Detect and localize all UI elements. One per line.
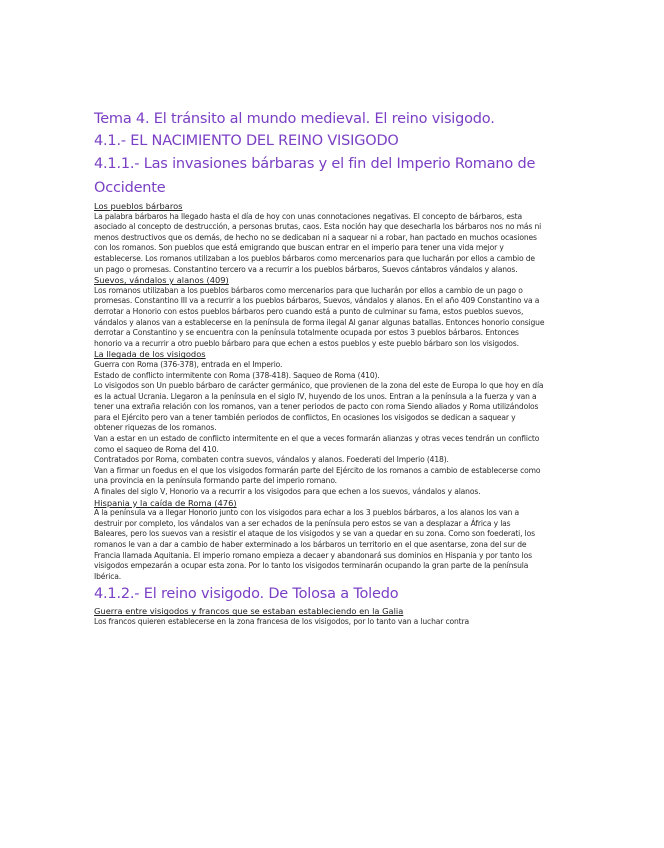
hispania-paragraph: A la península va a llegar Honorio junto con los visigodos para echar a los 3 pueblos bárbaros, a los alanos los van a destruir por completo, los vándalos van a ser echados de la península pero estos se van a desplazar a África y las Baleares, pero los suevos van a resistir el ataque de los visigodos y se van a quedar en su zona. Como son foederati, los romanos le van a dar a cambio de haber exterminado a los bárbaros un territorio en el que asentarse, zona del sur de Francia llamada Aquitania. El imperio romano empieza a decaer y abandonará sus dominios en Hispania y por tanto los visigodos empezarán a ocupar esta zona. Por lo tanto los visigodos terminarán ocupando la gran parte de la península Ibérica. bbox=[94, 508, 535, 581]
visigodos-line: Guerra con Roma (376-378), entrada en el Imperio. bbox=[94, 359, 283, 369]
guerra-paragraph: Los francos quieren establecerse en la zona francesa de los visigodos, por lo tanto van a luchar contra bbox=[94, 616, 469, 626]
visigodos-line: Lo visigodos son Un pueblo bárbaro de carácter germánico, que provienen de la zona del este de Europa lo que hoy en día es la actual Ucrania. Llegaron a la península en el siglo IV, huyendo de los unos. Entran a la península a la fuerza y van a tener una extraña relación con los romanos, van a tener periodos de pacto con roma Siendo aliados y Roma utilizándolos para el Ejército pero van a tener también periodos de conflictos, En ocasiones los visigodos se dedican a saquear y obtener riquezas de los romanos. bbox=[94, 381, 544, 433]
visigodos-line: A finales del siglo V, Honorio va a recurrir a los visigodos para que echen a los suevos, vándalos y alanos. bbox=[94, 487, 481, 497]
suevos-paragraph: Los romanos utilizaban a los pueblos bárbaros como mercenarios para que lucharán por ellos a cambio de un pago o promesas. Constantino III va a recurrir a los pueblos bárbaros, Suevos, vándalos y alanos. En el año 409 Constantino va a derrotar a Honorio con estos pueblos bárbaros pero cuando está a punto de culminar su fama, estos pueblos suevos, vándalos y alanos van a establecerse en la península de forma ilegal Al ganar algunas batallas. Entonces honorio consigue derrotar a Constantino y se encuentra con la península totalmente ocupada por estos 3 pueblos bárbaros. Entonces honorio va a recurrir a otro pueblo bárbaro para que echen a estos pueblos y este pueblo bárbaro son los visigodos. bbox=[94, 285, 545, 348]
suevos-subheading: Suevos, vándalos y alanos (409) bbox=[94, 275, 229, 286]
pueblos-barbaros-subheading: Los pueblos bárbaros bbox=[94, 201, 183, 211]
visigodos-line: Estado de conflicto intermitente con Roma (378-418). Saqueo de Roma (410). bbox=[94, 370, 380, 380]
document-title: Tema 4. El tránsito al mundo medieval. El reino visigodo. bbox=[94, 111, 495, 127]
section-4-1-2-heading: 4.1.2.- El reino visigodo. De Tolosa a Toledo bbox=[94, 586, 399, 603]
visigodos-subheading: La llegada de los visigodos bbox=[94, 349, 206, 360]
visigodos-line: Van a estar en un estado de conflicto intermitente en el que a veces formarán alianzas y otras veces tendrán un conflicto como el saqueo de Roma del 410. bbox=[94, 434, 540, 454]
section-4-1-1-heading: 4.1.1.- Las invasiones bárbaras y el fin del Imperio Romano de Occidente bbox=[94, 156, 536, 196]
guerra-subheading: Guerra entre visigodos y francos que se estaban estableciendo en la Galia bbox=[94, 606, 404, 617]
hispania-subheading: Hispania y la caída de Roma (476) bbox=[94, 497, 237, 508]
visigodos-line: Van a firmar un foedus en el que los visigodos formarán parte del Ejército de los romanos a cambio de establecerse como una provincia en la península formando parte del imperio romano. bbox=[94, 465, 541, 486]
document-page bbox=[94, 108, 546, 628]
pueblos-barbaros-paragraph: La palabra bárbaros ha llegado hasta el día de hoy con unas connotaciones negativas. El concepto de bárbaros, esta asociado al concepto de destrucción, a personas brutas, caos. Esta noción hay que desecharla los bárbaros nos no más ni menos destructivos que os demás, de hecho no se dedicaban ni a saquear ni a robar, han pactado en muchos ocasiones con los romanos. Son pueblos que está emigrando que buscan entrar en el imperio para tener una vida mejor y establecerse. Los romanos utilizaban a los pueblos bárbaros como mercenarios para que lucharán por ellos a cambio de un pago o promesas. Constantino tercero va a recurrir a los pueblos bárbaros, Suevos cántabros vándalos y alanos. bbox=[94, 211, 542, 274]
visigodos-line: Contratados por Roma, combaten contra suevos, vándalos y alanos. Foederati del Imperio (418). bbox=[94, 455, 449, 465]
section-4-1-heading: 4.1.- EL NACIMIENTO DEL REINO VISIGODO bbox=[94, 133, 399, 149]
